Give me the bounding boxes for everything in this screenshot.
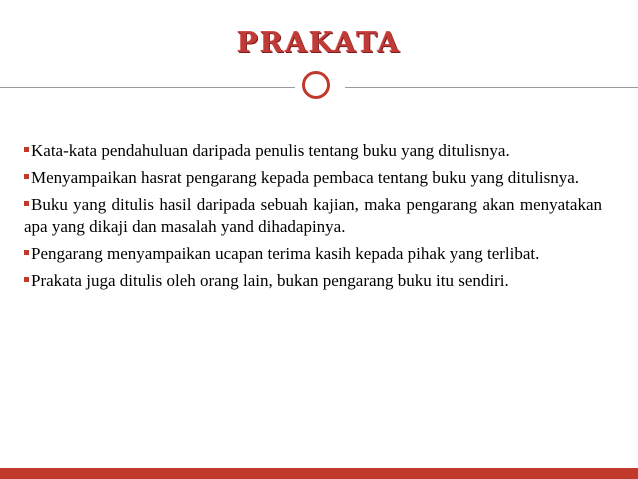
square-bullet-icon xyxy=(24,277,29,282)
square-bullet-icon xyxy=(24,174,29,179)
square-bullet-icon xyxy=(24,250,29,255)
square-bullet-icon xyxy=(24,201,29,206)
bullet-text: Buku yang ditulis hasil daripada sebuah kajian, maka pengarang akan menyatakan apa yang dikaji dan masalah yand dihadapinya. xyxy=(24,195,602,236)
bullet-text: Menyampaikan hasrat pengarang kepada pembaca tentang buku yang ditulisnya. xyxy=(31,168,580,187)
bullet-item xyxy=(24,140,602,162)
bullet-list xyxy=(24,140,602,297)
bottom-accent-bar xyxy=(0,468,638,479)
bullet-item xyxy=(24,167,602,189)
bullet-item xyxy=(24,243,602,265)
bullet-item xyxy=(24,270,602,292)
slide-title: PRAKATA xyxy=(236,26,402,59)
circle-ornament-icon xyxy=(302,71,330,99)
bullet-text: Prakata juga ditulis oleh orang lain, bukan pengarang buku itu sendiri. xyxy=(31,271,509,290)
bullet-text: Pengarang menyampaikan ucapan terima kasih kepada pihak yang terlibat. xyxy=(31,244,540,263)
title-divider-right xyxy=(345,87,638,88)
bullet-text: Kata-kata pendahuluan daripada penulis tentang buku yang ditulisnya. xyxy=(31,141,510,160)
bullet-item xyxy=(24,194,602,238)
title-divider-left xyxy=(0,87,295,88)
square-bullet-icon xyxy=(24,147,29,152)
